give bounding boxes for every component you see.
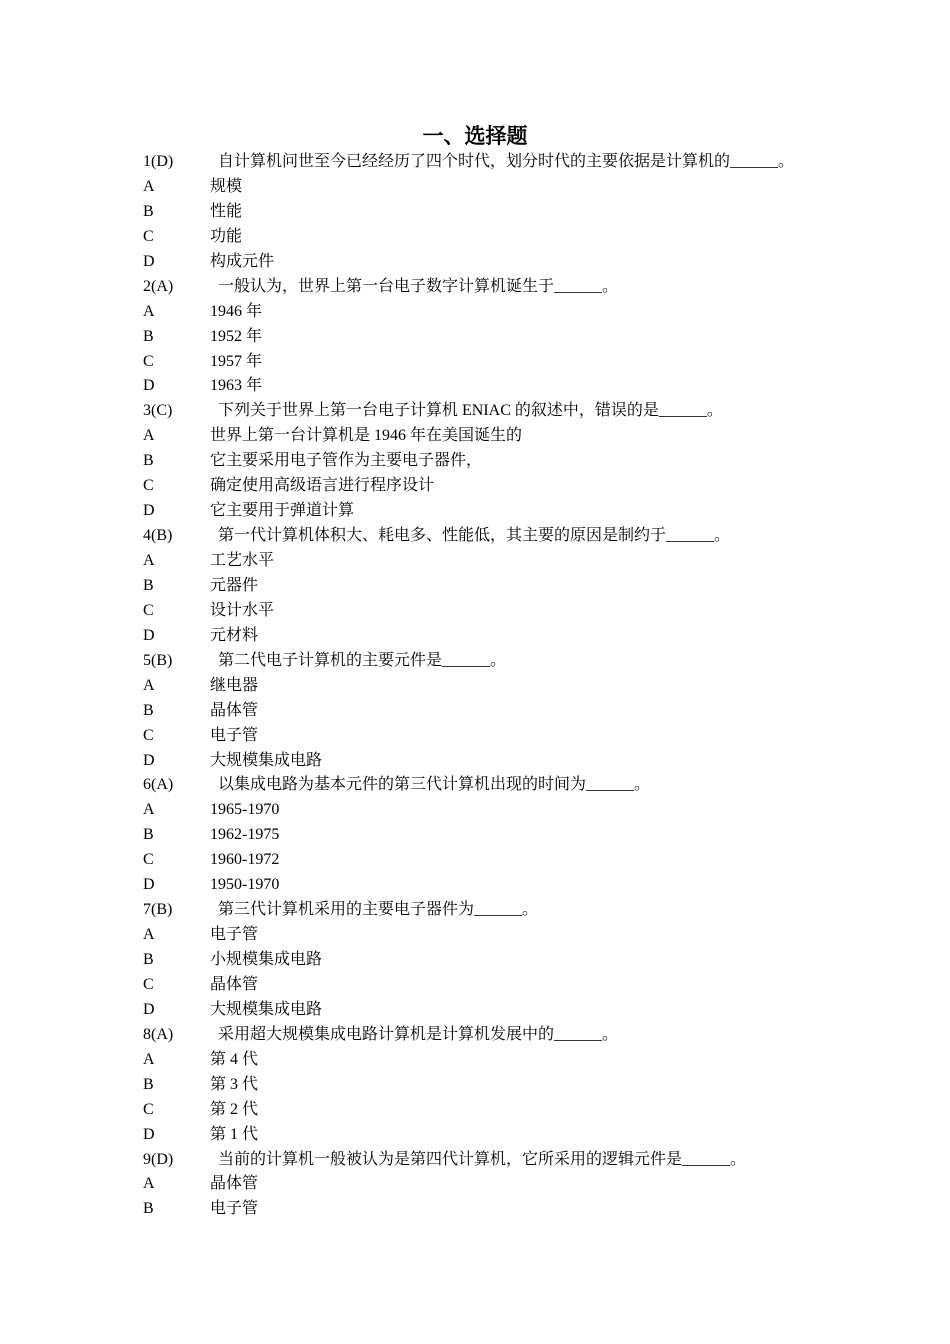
option-row xyxy=(143,499,843,524)
question-number: 7(B) xyxy=(143,901,173,919)
option-row xyxy=(143,674,843,699)
option-row xyxy=(143,699,843,724)
option-row xyxy=(143,1172,843,1197)
option-letter: A xyxy=(143,302,155,320)
option-text: 世界上第一台计算机是 1946 年在美国诞生的 xyxy=(210,427,523,445)
option-row xyxy=(143,300,843,325)
question-text: 第二代电子计算机的主要元件是______。 xyxy=(218,651,507,669)
question-row xyxy=(143,275,843,300)
question-text: 第三代计算机采用的主要电子器件为______。 xyxy=(218,901,539,919)
option-letter: A xyxy=(143,926,155,944)
question-row xyxy=(143,649,843,674)
question-text: 采用超大规模集成电路计算机是计算机发展中的______。 xyxy=(218,1025,619,1043)
option-text: 第 2 代 xyxy=(210,1100,259,1118)
option-letter: B xyxy=(143,202,154,220)
option-text: 1957 年 xyxy=(210,352,263,370)
option-letter: A xyxy=(143,801,155,819)
question-text: 以集成电路为基本元件的第三代计算机出现的时间为______。 xyxy=(218,776,651,794)
option-row xyxy=(143,1048,843,1073)
option-row xyxy=(143,1073,843,1098)
question-text: 第一代计算机体积大、耗电多、性能低，其主要的原因是制约于______。 xyxy=(218,527,731,545)
option-text: 电子管 xyxy=(210,926,259,944)
question-number: 9(D) xyxy=(143,1150,174,1168)
option-row xyxy=(143,1098,843,1123)
option-letter: C xyxy=(143,477,154,495)
option-row xyxy=(143,175,843,200)
option-text: 晶体管 xyxy=(210,975,259,993)
option-letter: C xyxy=(143,601,154,619)
option-row xyxy=(143,948,843,973)
option-letter: C xyxy=(143,851,154,869)
option-row xyxy=(143,873,843,898)
option-letter: D xyxy=(143,876,155,894)
option-letter: B xyxy=(143,327,154,345)
question-text: 下列关于世界上第一台电子计算机 ENIAC 的叙述中，错误的是______。 xyxy=(218,402,723,420)
option-letter: C xyxy=(143,726,154,744)
option-text: 1950-1970 xyxy=(210,876,280,894)
option-letter: A xyxy=(143,1050,155,1068)
option-row xyxy=(143,923,843,948)
option-text: 大规模集成电路 xyxy=(210,751,323,769)
option-letter: D xyxy=(143,1000,155,1018)
option-letter: B xyxy=(143,576,154,594)
option-text: 第 3 代 xyxy=(210,1075,259,1093)
option-text: 电子管 xyxy=(210,1200,259,1218)
option-text: 第 4 代 xyxy=(210,1050,259,1068)
question-number: 6(A) xyxy=(143,776,174,794)
option-letter: D xyxy=(143,1125,155,1143)
option-row xyxy=(143,823,843,848)
question-row xyxy=(143,150,843,175)
section-title: 一、选择题 xyxy=(422,124,528,148)
option-text: 元器件 xyxy=(210,576,259,594)
question-number: 2(A) xyxy=(143,277,174,295)
option-text: 设计水平 xyxy=(210,601,275,619)
option-row xyxy=(143,1123,843,1148)
option-letter: A xyxy=(143,177,155,195)
question-row xyxy=(143,399,843,424)
option-row xyxy=(143,200,843,225)
option-letter: C xyxy=(143,975,154,993)
question-list xyxy=(143,150,843,1222)
option-row xyxy=(143,973,843,998)
option-row xyxy=(143,798,843,823)
option-row xyxy=(143,574,843,599)
option-letter: D xyxy=(143,252,155,270)
option-row xyxy=(143,374,843,399)
question-row xyxy=(143,524,843,549)
option-text: 它主要采用电子管作为主要电子器件， xyxy=(210,452,483,470)
question-row xyxy=(143,1023,843,1048)
option-text: 第 1 代 xyxy=(210,1125,259,1143)
option-text: 规模 xyxy=(210,177,243,195)
option-text: 它主要用于弹道计算 xyxy=(210,502,355,520)
option-row xyxy=(143,599,843,624)
option-row xyxy=(143,749,843,774)
option-text: 性能 xyxy=(210,202,243,220)
option-text: 1962-1975 xyxy=(210,826,280,844)
option-text: 1963 年 xyxy=(210,377,263,395)
question-number: 4(B) xyxy=(143,527,173,545)
option-row xyxy=(143,1197,843,1222)
option-row xyxy=(143,474,843,499)
option-letter: D xyxy=(143,377,155,395)
option-text: 晶体管 xyxy=(210,1175,259,1193)
option-text: 工艺水平 xyxy=(210,552,275,569)
option-letter: A xyxy=(143,676,155,694)
option-text: 1965-1970 xyxy=(210,801,280,819)
option-letter: B xyxy=(143,1200,154,1218)
option-row xyxy=(143,350,843,375)
question-row xyxy=(143,898,843,923)
option-letter: D xyxy=(143,502,155,520)
option-letter: C xyxy=(143,352,154,370)
option-text: 元材料 xyxy=(210,626,259,644)
question-number: 5(B) xyxy=(143,651,173,669)
option-letter: B xyxy=(143,951,154,968)
question-row xyxy=(143,773,843,798)
option-row xyxy=(143,424,843,449)
option-row xyxy=(143,624,843,649)
option-letter: A xyxy=(143,427,155,445)
option-row xyxy=(143,998,843,1023)
option-row xyxy=(143,250,843,275)
option-row xyxy=(143,449,843,474)
question-text: 当前的计算机一般被认为是第四代计算机，它所采用的逻辑元件是______。 xyxy=(218,1150,747,1168)
option-text: 小规模集成电路 xyxy=(210,951,323,968)
question-text: 自计算机问世至今已经经历了四个时代，划分时代的主要依据是计算机的______。 xyxy=(218,153,795,170)
option-text: 1952 年 xyxy=(210,327,263,345)
option-text: 晶体管 xyxy=(210,701,259,719)
option-letter: C xyxy=(143,1100,154,1118)
option-row xyxy=(143,225,843,250)
option-row xyxy=(143,325,843,350)
option-text: 构成元件 xyxy=(210,252,275,270)
option-text: 继电器 xyxy=(210,676,259,694)
option-text: 1946 年 xyxy=(210,302,263,320)
option-text: 确定使用高级语言进行程序设计 xyxy=(210,477,435,495)
option-row xyxy=(143,549,843,574)
option-text: 1960-1972 xyxy=(210,851,280,869)
option-letter: D xyxy=(143,751,155,769)
option-letter: C xyxy=(143,227,154,245)
option-row xyxy=(143,848,843,873)
option-letter: B xyxy=(143,1075,154,1093)
option-letter: A xyxy=(143,552,155,569)
option-text: 电子管 xyxy=(210,726,259,744)
option-letter: D xyxy=(143,626,155,644)
option-letter: A xyxy=(143,1175,155,1193)
option-letter: B xyxy=(143,701,154,719)
question-row xyxy=(143,1148,843,1173)
option-letter: B xyxy=(143,826,154,844)
question-number: 3(C) xyxy=(143,402,173,420)
option-letter: B xyxy=(143,452,154,470)
option-row xyxy=(143,724,843,749)
question-number: 1(D) xyxy=(143,153,174,170)
question-number: 8(A) xyxy=(143,1025,174,1043)
option-text: 功能 xyxy=(210,227,243,245)
question-text: 一般认为，世界上第一台电子数字计算机诞生于______。 xyxy=(218,277,619,295)
option-text: 大规模集成电路 xyxy=(210,1000,323,1018)
